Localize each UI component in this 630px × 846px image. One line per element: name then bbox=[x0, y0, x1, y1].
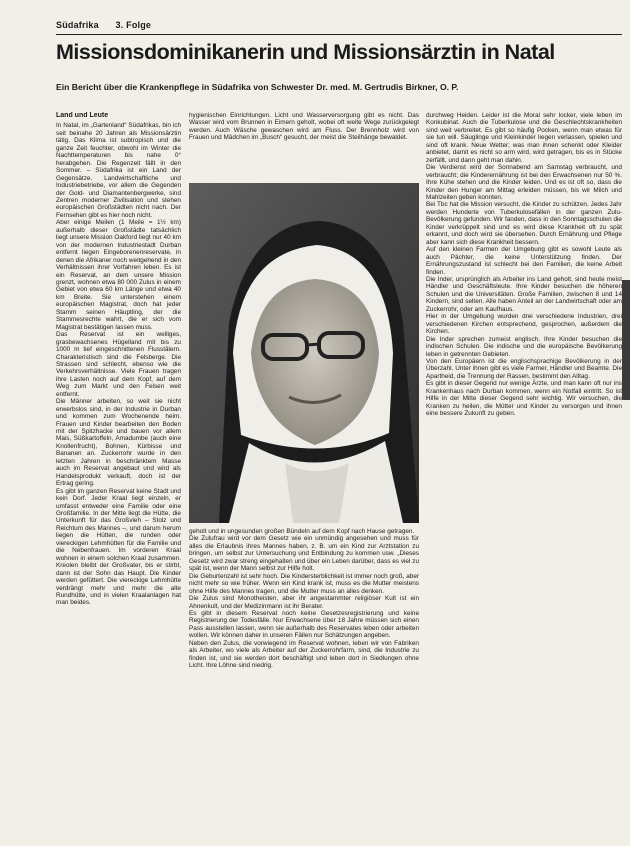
paragraph: Hier in der Umgebung wurden drei verschiedene Industrien, drei verschiedenen Kirchen entsprechend, gesprochen, außerdem die Kirchen. bbox=[426, 313, 622, 336]
article-title: Missionsdominikanerin und Missionsärztin in Natal bbox=[56, 40, 555, 64]
column-3-body bbox=[426, 112, 622, 418]
article-subtitle: Ein Bericht über die Krankenpflege in Südafrika von Schwester Dr. med. M. Gertrudis Birkner, O. P. bbox=[56, 82, 459, 92]
section-heading: Land und Leute bbox=[56, 112, 109, 119]
paragraph: Die Männer arbeiten, so weit sie nicht erwerbslos sind, in der Industrie in Durban und kommen zum Wochenende heim. Frauen und Kinder bearbeiten den Boden mit der Spitzhacke und bauen vor allem Mais, Süßkartoffeln, Amadumbe (auch eine Knollenfrucht), Bohnen, Kürbisse und Bananen an. Zuckerrohr wurde in den letzten Jahren in beschränktem Masse auch im Reservat angebaut und wird als Handelsprodukt verkauft, doch ist der Ertrag gering. bbox=[56, 398, 181, 488]
column-3 bbox=[426, 112, 622, 830]
paragraph: Das Reservat ist ein welliges, grasbewachsenes Hügelland mit bis zu 1000 m tief eingeschnittenen Flusstälern. Charakteristisch sind die Felsberge. Die Strassen sind schlecht, ebenso wie die Verkehrsverhältnisse. Viele Frauen tragen ihre Lasten noch auf dem Kopf, auf dem Weg zum Markt und den Felsen weit entfernt. bbox=[56, 331, 181, 398]
paragraph: Die Zulufrau wird vor dem Gesetz wie ein unmündig angesehen und muss für alles die Erlaubnis ihres Mannes haben, z. B. um ein Kind zur Arztstation zu bringen, um selbst zur Untersuchung und Entbindung zu kommen usw. „Dieses Gesetz wird zwar streng eingehalten und über ein Leben darüber, dass es viel zu spät ist, wenn der Mann selbst zur Hilfe holt. bbox=[189, 535, 419, 573]
paragraph: Die Geburtenzahl ist sehr hoch. Die Kindersterblichkeit ist immer noch groß, aber nicht mehr so wie früher. Wenn ein Kind krank ist, muss es die Mutter meistens ohne Hilfe des Mannes tragen, und die Mutter muss an alles denken. bbox=[189, 572, 419, 595]
paragraph: Die Verdienst wird der Sonnabend am Samstag verbraucht, und verbraucht; die Kinderernährung ist bei den Erwachsenen nur 50 %. Ihre Kühe stehen und die Kinder leiden. Und es ist oft so, dass die Kinder den Hunger am Mittag erleiden müssen, bis wir Milch und Mahlzeiten geben konnten. bbox=[426, 164, 622, 201]
paragraph: Neben den Zulus, die vorwiegend im Reservat wohnen, leben wir von Fabriken als Arbeiter, wo viele als Arbeiter auf der Zuckerrohrfarm, sind, die Industrie zu finden ist, und sie werden dort beschäftigt und leben dort in Siedlungen ohne Licht. Ihre Löhne sind niedrig. bbox=[189, 639, 419, 670]
section-kicker bbox=[56, 20, 151, 30]
paragraph: Es gibt in diesem Reservat noch keine Gesetzesregistrierung und keine Registrierung der Todesfälle. Nur Erwachsene über 18 Jahre müssen sich einen Pass ausstellen lassen, wenn sie außerhalb des Reservates leben oder arbeiten wollen. Wir können daher in unseren Fällen nur Schätzungen angeben. bbox=[189, 609, 419, 640]
paragraph: Auf den kleinen Farmen der Umgebung gibt es sowohl Leute als auch Pächter, die keine Unterstützung finden. Der Ernährungszustand ist schlecht bei den Familien, die keine Arbeit finden. bbox=[426, 246, 622, 276]
page-edge-shadow bbox=[622, 280, 630, 400]
column-2-top bbox=[189, 112, 419, 178]
column-1 bbox=[56, 112, 181, 830]
column-1-body bbox=[56, 122, 181, 606]
paragraph: Die Zulus sind Monotheisten, aber ihr angestammter religiöser Kult ist ein Ahnenkult, und der Medizinmann ist ihr Berater. bbox=[189, 595, 419, 610]
paragraph: Aber einige Meilen (1 Meile = 1½ km) außerhalb dieser Großstädte tatsächlich liegt unsere Mission Oakford liegt nur 40 km von der modernen Industriestadt Durban entfernt liegen Eingeborenenreservate, in denen die Afrikaner noch weitgehend in den Verhältnissen ihrer Vorfahren leben. Es ist ein Reservat, an dem unsere Mission grenzt, wohnen etwa 80 000 Zulus in einem Gebiet von etwa 60 km Länge und etwa 40 km Breite. Sie unterstehen einem europäischen Magistrat, doch hat jeder Stamm seinen Häuptling, der die Stammesrechte wahrt, die er sich vom Magistrat bestätigen lassen muss. bbox=[56, 219, 181, 331]
column-2-bottom-body bbox=[189, 528, 419, 670]
top-rule bbox=[56, 34, 622, 35]
column-2-bottom bbox=[189, 528, 419, 830]
paragraph: Es gibt im ganzen Reservat keine Stadt und kein Dorf. Jeder Kraal liegt einzeln, er umfasst entweder eine Familie oder eine Großfamilie. In der Mitte liegt die Hütte, die Unterkunft für das Großvieh – Stolz und Reichtum des Mannes –, und darum herum liegen die Hütten, die runden oder viereckigen Lehmhütten für die Familie und die Nebenfrauen. Im vorderen Kraal wohnen in einem solchen Kraal zusammen. Kreolen bleibt der Großvater, bis er stirbt, dann ist der Sohn das Haupt. Die Kinder werden gefüttert. Die viereckige Lehmhütte verdrängt mehr und mehr die alte Rundhütte, und in vielen Kraalanlagen hat man beides. bbox=[56, 487, 181, 607]
paragraph: Die Inder sprechen zumeist englisch. Ihre Kinder besuchen die indischen Schulen. Die indische und die europäische Bevölkerung leben in getrennten Gebieten. bbox=[426, 335, 622, 358]
paragraph: In Natal, im „Gartenland“ Südafrikas, bin ich seit beinahe 20 Jahren als Missionsärztin tätig. Das Klima ist subtropisch und die ganze Zeit feuchter, obwohl im Winter die Nachttemperaturen bis nahe 0° herabgehen. Die Regenzeit fällt in den Sommer. – Südafrika ist ein Land der Gegensätze. Landwirtschaftliche und Industriebetriebe, vor allem die Gegenden der Gold- und Diamantenbergwerke, sind Zentren moderner Zivilisation und stehen europäischen Großstädten nicht nach. Der Fernsehen gibt es hier noch nicht. bbox=[56, 122, 181, 219]
series-number: 3. Folge bbox=[115, 20, 152, 30]
paragraph: Bei Tbc hat die Mission versucht, die Kinder zu schützen. Jedes Jahr werden Hunderte von Tuberkulosefällen in der ganzen Zulu-Bevölkerung gefunden. Wir fanden, dass in den Sonntagsschulen die Kinder verkrüppelt sind und es wird diese Krankheit oft zu spät erkannt, und doch wird sie übersehen. Durch Ernährung und Pflege aber kann sich diese Krankheit bessern. bbox=[426, 201, 622, 246]
paragraph: Die Inder, ursprünglich als Arbeiter ins Land geholt, sind heute meist Händler und Geschäftsleute. Ihre Kinder besuchen die höheren Schulen und die Universitäten. Große Familien, zwischen 8 und 14 Kindern, sind selten. Alle haben Anteil an der Landwirtschaft oder am Zuckerrohr, oder am Kaufhaus. bbox=[426, 275, 622, 313]
paragraph: Es gibt in dieser Gegend nur wenige Ärzte, und man kann oft nur ins Krankenhaus nach Durban kommen, wenn ein Notfall eintritt. So ist Hilfe in der Mitte dieser Gegend sehr wichtig. Wir versuchen, die Kranken zu heilen, die Mütter und Kinder zu versorgen und ihnen eine bessere Zukunft zu geben. bbox=[426, 380, 622, 418]
paragraph: geholt und in ungesunden großen Bündeln auf dem Kopf nach Hause getragen. bbox=[189, 528, 415, 535]
column-2-top-body bbox=[189, 112, 419, 142]
section-name: Südafrika bbox=[56, 20, 99, 30]
nun-portrait-photo bbox=[189, 183, 419, 523]
paragraph: durchweg Heiden. Leider ist die Moral sehr locker, viele leben im Konkubinat. Auch die Tuberkulose und die Geschlechtskrankheiten sind weit verbreitet. Es gibt so häufig Pocken, wenn man etwas für sie tun will. Säuglinge und Kleinkinder liegen verlassen, spielen und sind oft krank. Neue Wetter; was man ihnen schenkt oder Kleider anbietet, damit es nicht so arm wird, wird getragen, bis es in Stücke zerfällt, und dann geht man dahin. bbox=[426, 112, 622, 164]
paragraph: Von den Europäern ist die englischsprachige Bevölkerung in der Überzahl. Unter ihnen gibt es viele Farmer, Händler und Beamte. Die Apartheid, die Trennung der Rassen, bestimmt den Alltag. bbox=[426, 357, 622, 380]
paragraph: hygienischen Einrichtungen. Licht und Wasserversorgung gibt es nicht. Das Wasser wird vom Brunnen in Eimern geholt, wobei oft weite Wege zurückgelegt werden. Auch Wäsche gewaschen wird am Fluss. Der Brennholz wird von Frauen und Mädchen im „Busch“ gesucht, der meist die Steilhänge bewaldet. bbox=[189, 112, 419, 142]
